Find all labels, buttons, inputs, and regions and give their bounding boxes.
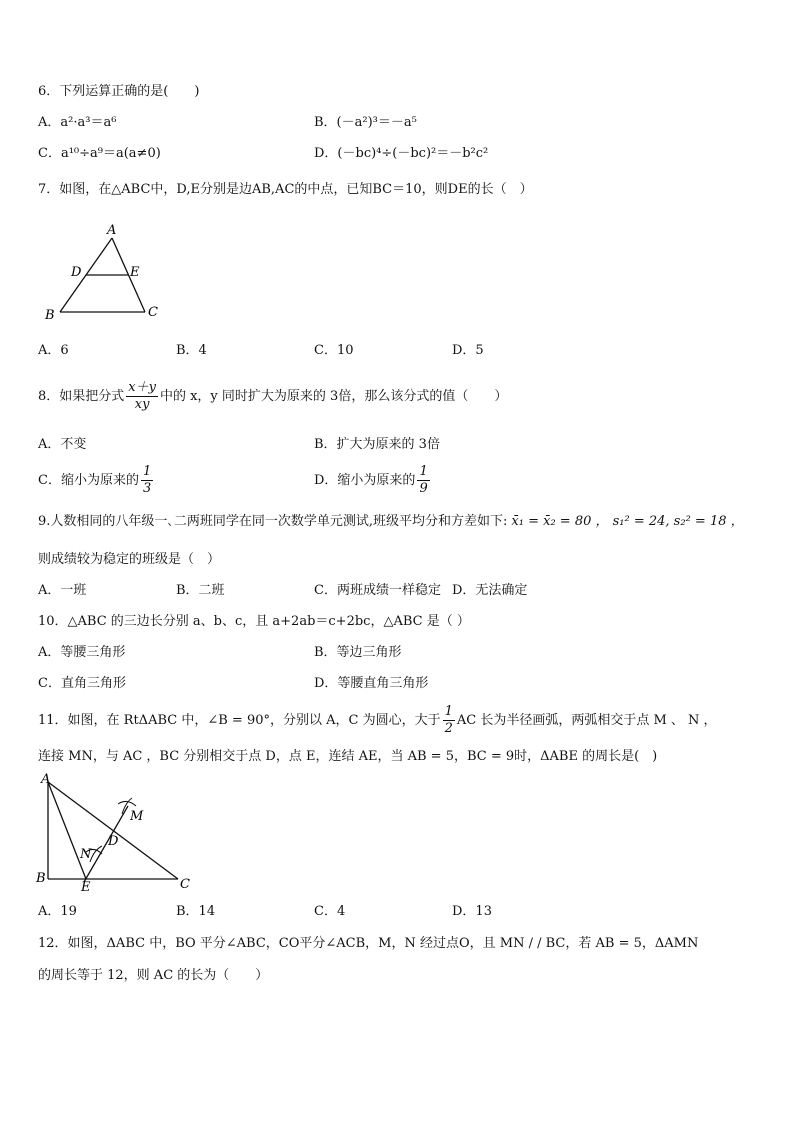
q8-option-d-frac	[417, 464, 429, 497]
q8-option-b: B．扩大为原来的 3倍	[314, 437, 440, 452]
q11-stem-post: AC 长为半径画弧，两弧相交于点 M 、 N ，	[456, 713, 717, 728]
q7-option-d: D．5	[452, 343, 484, 358]
q6-option-a: A．a²·a³＝a⁶	[38, 115, 117, 130]
q8-option-d-text: D．缩小为原来的	[314, 473, 416, 488]
q11-label-d: D	[108, 834, 119, 849]
q10-stem: 10．△ABC 的三边长分别 a、b、c，且 a+2ab＝c+2bc，△ABC 是（ ）	[38, 614, 470, 629]
q7-label-d: D	[71, 265, 82, 280]
q11-stem-2: 连接 MN，与 AC ，BC 分别相交于点 D，点 E，连结 AE，当 AB = 5，BC = 9时，ΔABE 的周长是( )	[38, 749, 658, 764]
q11-frac-den: 2	[444, 721, 453, 736]
q7-stem: 7．如图，在△ABC中，D,E分别是边AB,AC的中点，已知BC＝10，则DE的长（ ）	[38, 182, 533, 197]
q6-option-d: D．(－bc)⁴÷(－bc)²＝－b²c²	[314, 146, 489, 161]
q7-triangle-figure	[40, 220, 170, 325]
q12-stem-2: 的周长等于 12，则 AC 的长为（ ）	[38, 968, 269, 983]
q8-option-c	[38, 462, 155, 500]
q10-option-b: B．等边三角形	[314, 645, 402, 660]
q9-option-b: B．二班	[176, 583, 225, 598]
q7-label-b: B	[45, 308, 55, 323]
q7-label-a: A	[107, 223, 117, 238]
q10-option-a: A．等腰三角形	[38, 645, 126, 660]
q10-option-d: D．等腰直角三角形	[314, 676, 429, 691]
q11-option-a: A．19	[38, 904, 77, 919]
q8-d-den: 9	[419, 481, 428, 496]
q8-c-num: 1	[142, 464, 152, 479]
q10-option-c: C．直角三角形	[38, 676, 126, 691]
q7-label-c: C	[148, 305, 158, 320]
q9-option-c: C．两班成绩一样稳定	[314, 583, 441, 598]
q9-option-d: D．无法确定	[452, 583, 528, 598]
q8-option-c-text: C．缩小为原来的	[38, 473, 139, 488]
q9-option-a: A．一班	[38, 583, 87, 598]
q8-frac-num: x＋y	[128, 380, 156, 395]
q11-frac-num: 1	[444, 704, 453, 719]
q9-stem-text: 9.人数相同的八年级一､二两班同学在同一次数学单元测试,班级平均分和方差如下:	[38, 514, 508, 529]
q9-stem	[38, 512, 744, 532]
q11-option-d: D．13	[452, 904, 492, 919]
q11-option-b: B．14	[176, 904, 216, 919]
q7-label-e: E	[130, 265, 140, 280]
q11-option-c: C．4	[314, 904, 346, 919]
q11-stem-pre: 11．如图，在 RtΔABC 中，∠B = 90°，分别以 A，C 为圆心，大于	[38, 713, 441, 728]
q6-stem: 6．下列运算正确的是( )	[38, 84, 200, 99]
q11-fraction	[443, 704, 455, 737]
q11-label-n: N	[80, 847, 92, 862]
q11-label-c: C	[180, 877, 190, 892]
q11-label-b: B	[36, 871, 46, 886]
q11-label-e: E	[81, 880, 91, 895]
q8-option-a: A．不变	[38, 437, 87, 452]
q7-option-b: B．4	[176, 343, 207, 358]
q8-fraction	[126, 380, 158, 413]
q11-label-a: A	[41, 772, 51, 787]
q9-formula: x̄₁ = x̄₂ = 80 ， s₁² = 24, s₂² = 18 ，	[511, 514, 744, 529]
q6-option-b: B．(－a²)³＝－a⁵	[314, 115, 417, 130]
q8-stem-pre: 8．如果把分式	[38, 389, 125, 404]
q11-triangle-figure	[34, 770, 204, 895]
q11-stem	[38, 702, 717, 740]
q8-frac-den: xy	[134, 397, 150, 412]
q8-stem-post: 中的 x，y 同时扩大为原来的 3倍，那么该分式的值（ ）	[159, 389, 508, 404]
q8-option-c-frac	[141, 464, 153, 497]
q8-option-d	[314, 462, 432, 500]
q9-stem-2: 则成绩较为稳定的班级是（ ）	[38, 552, 221, 567]
q8-stem	[38, 378, 507, 416]
q6-option-c: C．a¹⁰÷a⁹＝a(a≠0)	[38, 146, 161, 161]
q12-stem: 12．如图，ΔABC 中，BO 平分∠ABC，CO平分∠ACB，M，N 经过点O，且 MN / / BC，若 AB = 5，ΔAMN	[38, 936, 699, 951]
q7-option-a: A．6	[38, 343, 69, 358]
q7-option-c: C．10	[314, 343, 354, 358]
q8-c-den: 3	[142, 481, 152, 496]
q11-label-m: M	[130, 809, 144, 824]
q8-d-num: 1	[419, 464, 428, 479]
